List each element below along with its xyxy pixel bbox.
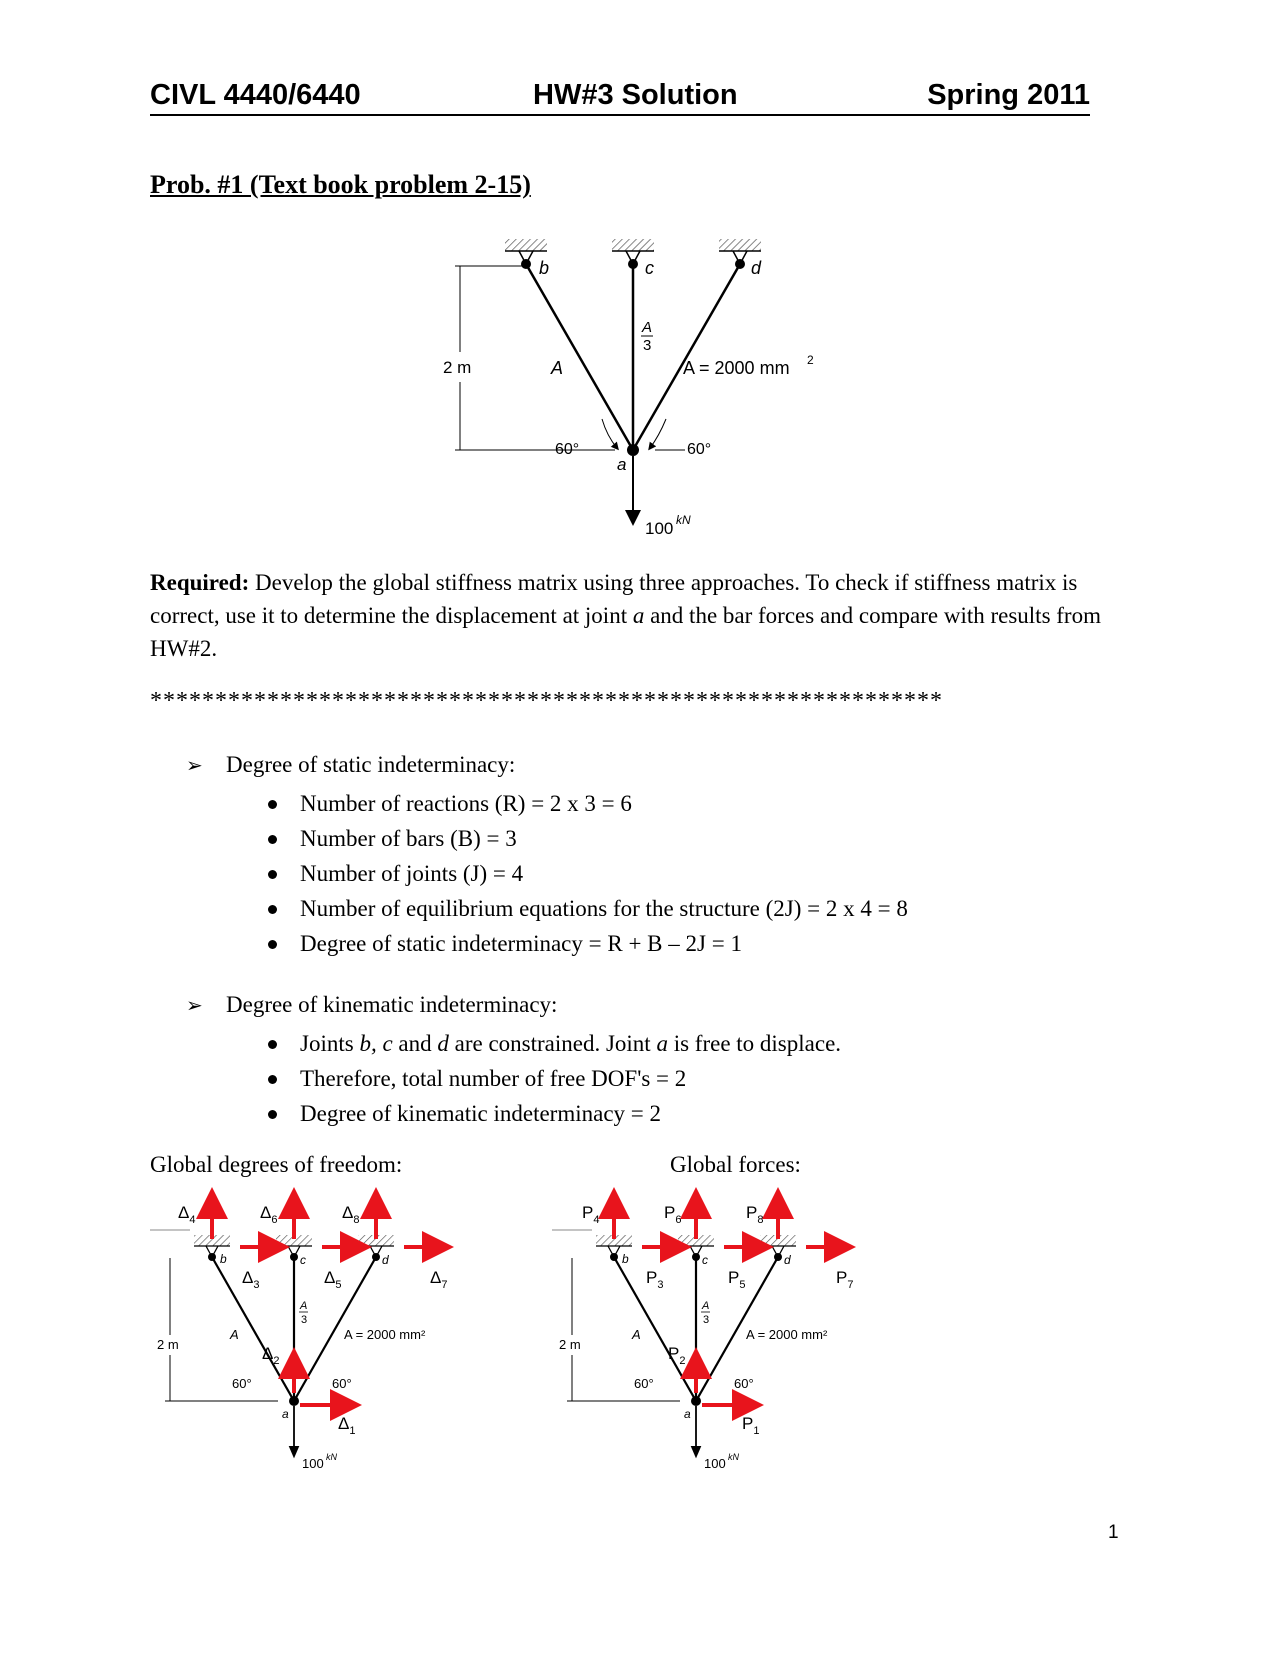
svg-text:Δ1: $\Delta_1$ bbox=[338, 1414, 356, 1437]
area-right-sup: 2 bbox=[807, 353, 814, 367]
svg-text:3: 3 bbox=[301, 1314, 308, 1326]
svg-text:b: b bbox=[220, 1252, 227, 1266]
svg-text:A: A bbox=[632, 1327, 641, 1342]
angle-left-label: 60° bbox=[555, 441, 580, 458]
joint-ref: a bbox=[656, 1031, 668, 1056]
page-header bbox=[150, 72, 1090, 116]
text-span: and bbox=[398, 1031, 432, 1056]
svg-text:P1: $P_1$ bbox=[742, 1414, 760, 1437]
svg-text:b: b bbox=[622, 1252, 629, 1266]
area-left-label: A bbox=[551, 358, 564, 378]
required-text-1: Develop the global stiffness matrix using three approaches. To check if stiffness matrix is correct, use it to determine the displacement at joint bbox=[150, 570, 1078, 628]
required-text-2: and the bar forces and compare with results from HW#2. bbox=[150, 603, 1101, 661]
joint-c-dot bbox=[628, 259, 638, 269]
truss-figure-main bbox=[443, 222, 835, 552]
svg-text:2 m: 2 m bbox=[157, 1337, 179, 1352]
svg-text:P3: $P_3$ bbox=[646, 1268, 664, 1291]
svg-text:60°: 60° bbox=[734, 1376, 754, 1391]
kinematic-item: Therefore, total number of free DOF's = 2 bbox=[262, 1061, 841, 1096]
kinematic-section-title bbox=[186, 992, 557, 1018]
joint-c-label: c bbox=[645, 258, 654, 278]
page-number: 1 bbox=[1108, 1522, 1119, 1543]
bar-ad bbox=[633, 264, 740, 450]
joint-ref: d bbox=[437, 1031, 449, 1056]
static-item: Number of reactions (R) = 2 x 3 = 6 bbox=[262, 786, 908, 821]
svg-text:3: 3 bbox=[703, 1314, 710, 1326]
svg-text:a: a bbox=[684, 1407, 691, 1421]
svg-text:kN: kN bbox=[728, 1452, 739, 1462]
svg-text:A = 2000 mm²: A = 2000 mm² bbox=[344, 1327, 426, 1342]
course-code: CIVL 4440/6440 bbox=[150, 79, 361, 111]
svg-text:A: A bbox=[230, 1327, 239, 1342]
joint-b-dot bbox=[521, 259, 531, 269]
kinematic-item bbox=[262, 1026, 841, 1061]
bar-ab bbox=[526, 264, 633, 450]
svg-text:P6: $P_6$ bbox=[664, 1203, 682, 1226]
svg-text:P4: $P_4$ bbox=[582, 1203, 600, 1226]
load-value: 100 bbox=[645, 519, 674, 538]
document-title: HW#3 Solution bbox=[533, 79, 738, 111]
svg-text:A = 2000 mm²: A = 2000 mm² bbox=[746, 1327, 828, 1342]
arrow-bullet-icon: ➢ bbox=[186, 753, 203, 777]
svg-text:P8: $P_8$ bbox=[746, 1203, 764, 1226]
required-paragraph bbox=[150, 566, 1130, 665]
area-center-num: A bbox=[642, 319, 653, 336]
svg-text:60°: 60° bbox=[332, 1376, 352, 1391]
support-hatch-d bbox=[719, 239, 761, 251]
svg-text:a: a bbox=[282, 1407, 289, 1421]
static-section-title bbox=[186, 752, 515, 778]
joint-d-label: d bbox=[751, 258, 762, 278]
load-unit: kN bbox=[676, 513, 691, 527]
kinematic-list bbox=[262, 1026, 841, 1131]
arrow-bullet-icon: ➢ bbox=[186, 993, 203, 1017]
text-span: is free to displace. bbox=[673, 1031, 842, 1056]
svg-text:P5: $P_5$ bbox=[728, 1268, 746, 1291]
svg-text:c: c bbox=[702, 1253, 708, 1267]
joint-b-label: b bbox=[539, 258, 550, 278]
svg-text:Δ4: $\Delta_4$ bbox=[178, 1203, 196, 1226]
angle-right-label: 60° bbox=[687, 441, 712, 458]
static-title-text: Degree of static indeterminacy: bbox=[226, 752, 516, 777]
svg-text:P2: $P_2$ bbox=[668, 1344, 686, 1367]
svg-text:P7: $P_7$ bbox=[836, 1268, 854, 1291]
svg-text:Δ7: $\Delta_7$ bbox=[430, 1268, 448, 1291]
joint-ref: c bbox=[382, 1031, 393, 1056]
svg-text:kN: kN bbox=[326, 1452, 337, 1462]
joint-d-dot bbox=[735, 259, 745, 269]
joint-ref: b, bbox=[359, 1031, 377, 1056]
support-hatch-c bbox=[612, 239, 654, 251]
svg-text:A: A bbox=[300, 1300, 308, 1312]
svg-text:A: A bbox=[702, 1300, 710, 1312]
separator-stars: ************************************************************* bbox=[150, 688, 943, 714]
svg-text:Δ5: $\Delta_5$ bbox=[324, 1268, 342, 1291]
support-hatch-b bbox=[505, 239, 547, 251]
truss-figure-forces bbox=[552, 1195, 882, 1495]
svg-text:100: 100 bbox=[704, 1456, 726, 1471]
required-joint: a bbox=[632, 603, 645, 628]
svg-text:Δ3: $\Delta_3$ bbox=[242, 1268, 260, 1291]
static-item: Number of bars (B) = 3 bbox=[262, 821, 908, 856]
svg-text:d: d bbox=[784, 1253, 791, 1267]
area-right-label: A = 2000 mm bbox=[683, 358, 790, 378]
svg-text:60°: 60° bbox=[634, 1376, 654, 1391]
height-label: 2 m bbox=[443, 358, 472, 377]
static-list bbox=[262, 786, 908, 961]
area-center-den: 3 bbox=[643, 337, 652, 354]
svg-text:Δ8: $\Delta_8$ bbox=[342, 1203, 360, 1226]
svg-text:100: 100 bbox=[302, 1456, 324, 1471]
static-item: Number of joints (J) = 4 bbox=[262, 856, 908, 891]
joint-a-label: a bbox=[617, 455, 627, 474]
kinematic-title-text: Degree of kinematic indeterminacy: bbox=[226, 992, 558, 1017]
joint-a-dot bbox=[627, 444, 639, 456]
term-label: Spring 2011 bbox=[927, 79, 1090, 111]
caption-forces: Global forces: bbox=[670, 1152, 801, 1177]
svg-text:d: d bbox=[382, 1253, 389, 1267]
static-item: Number of equilibrium equations for the structure (2J) = 2 x 4 = 8 bbox=[262, 891, 908, 926]
svg-text:2 m: 2 m bbox=[559, 1337, 581, 1352]
truss-figure-dof bbox=[150, 1195, 470, 1495]
svg-text:Δ6: $\Delta_6$ bbox=[260, 1203, 278, 1226]
svg-text:Δ2: $\Delta_2$ bbox=[262, 1344, 280, 1367]
text-span: are constrained. Joint bbox=[454, 1031, 651, 1056]
svg-text:60°: 60° bbox=[232, 1376, 252, 1391]
caption-dof: Global degrees of freedom: bbox=[150, 1152, 403, 1177]
svg-text:c: c bbox=[300, 1253, 306, 1267]
static-item: Degree of static indeterminacy = R + B – 2J = 1 bbox=[262, 926, 908, 961]
kinematic-item: Degree of kinematic indeterminacy = 2 bbox=[262, 1096, 841, 1131]
required-label: Required: bbox=[150, 570, 250, 595]
problem-title: Prob. #1 (Text book problem 2-15) bbox=[150, 170, 531, 199]
text-span: Joints bbox=[300, 1031, 354, 1056]
